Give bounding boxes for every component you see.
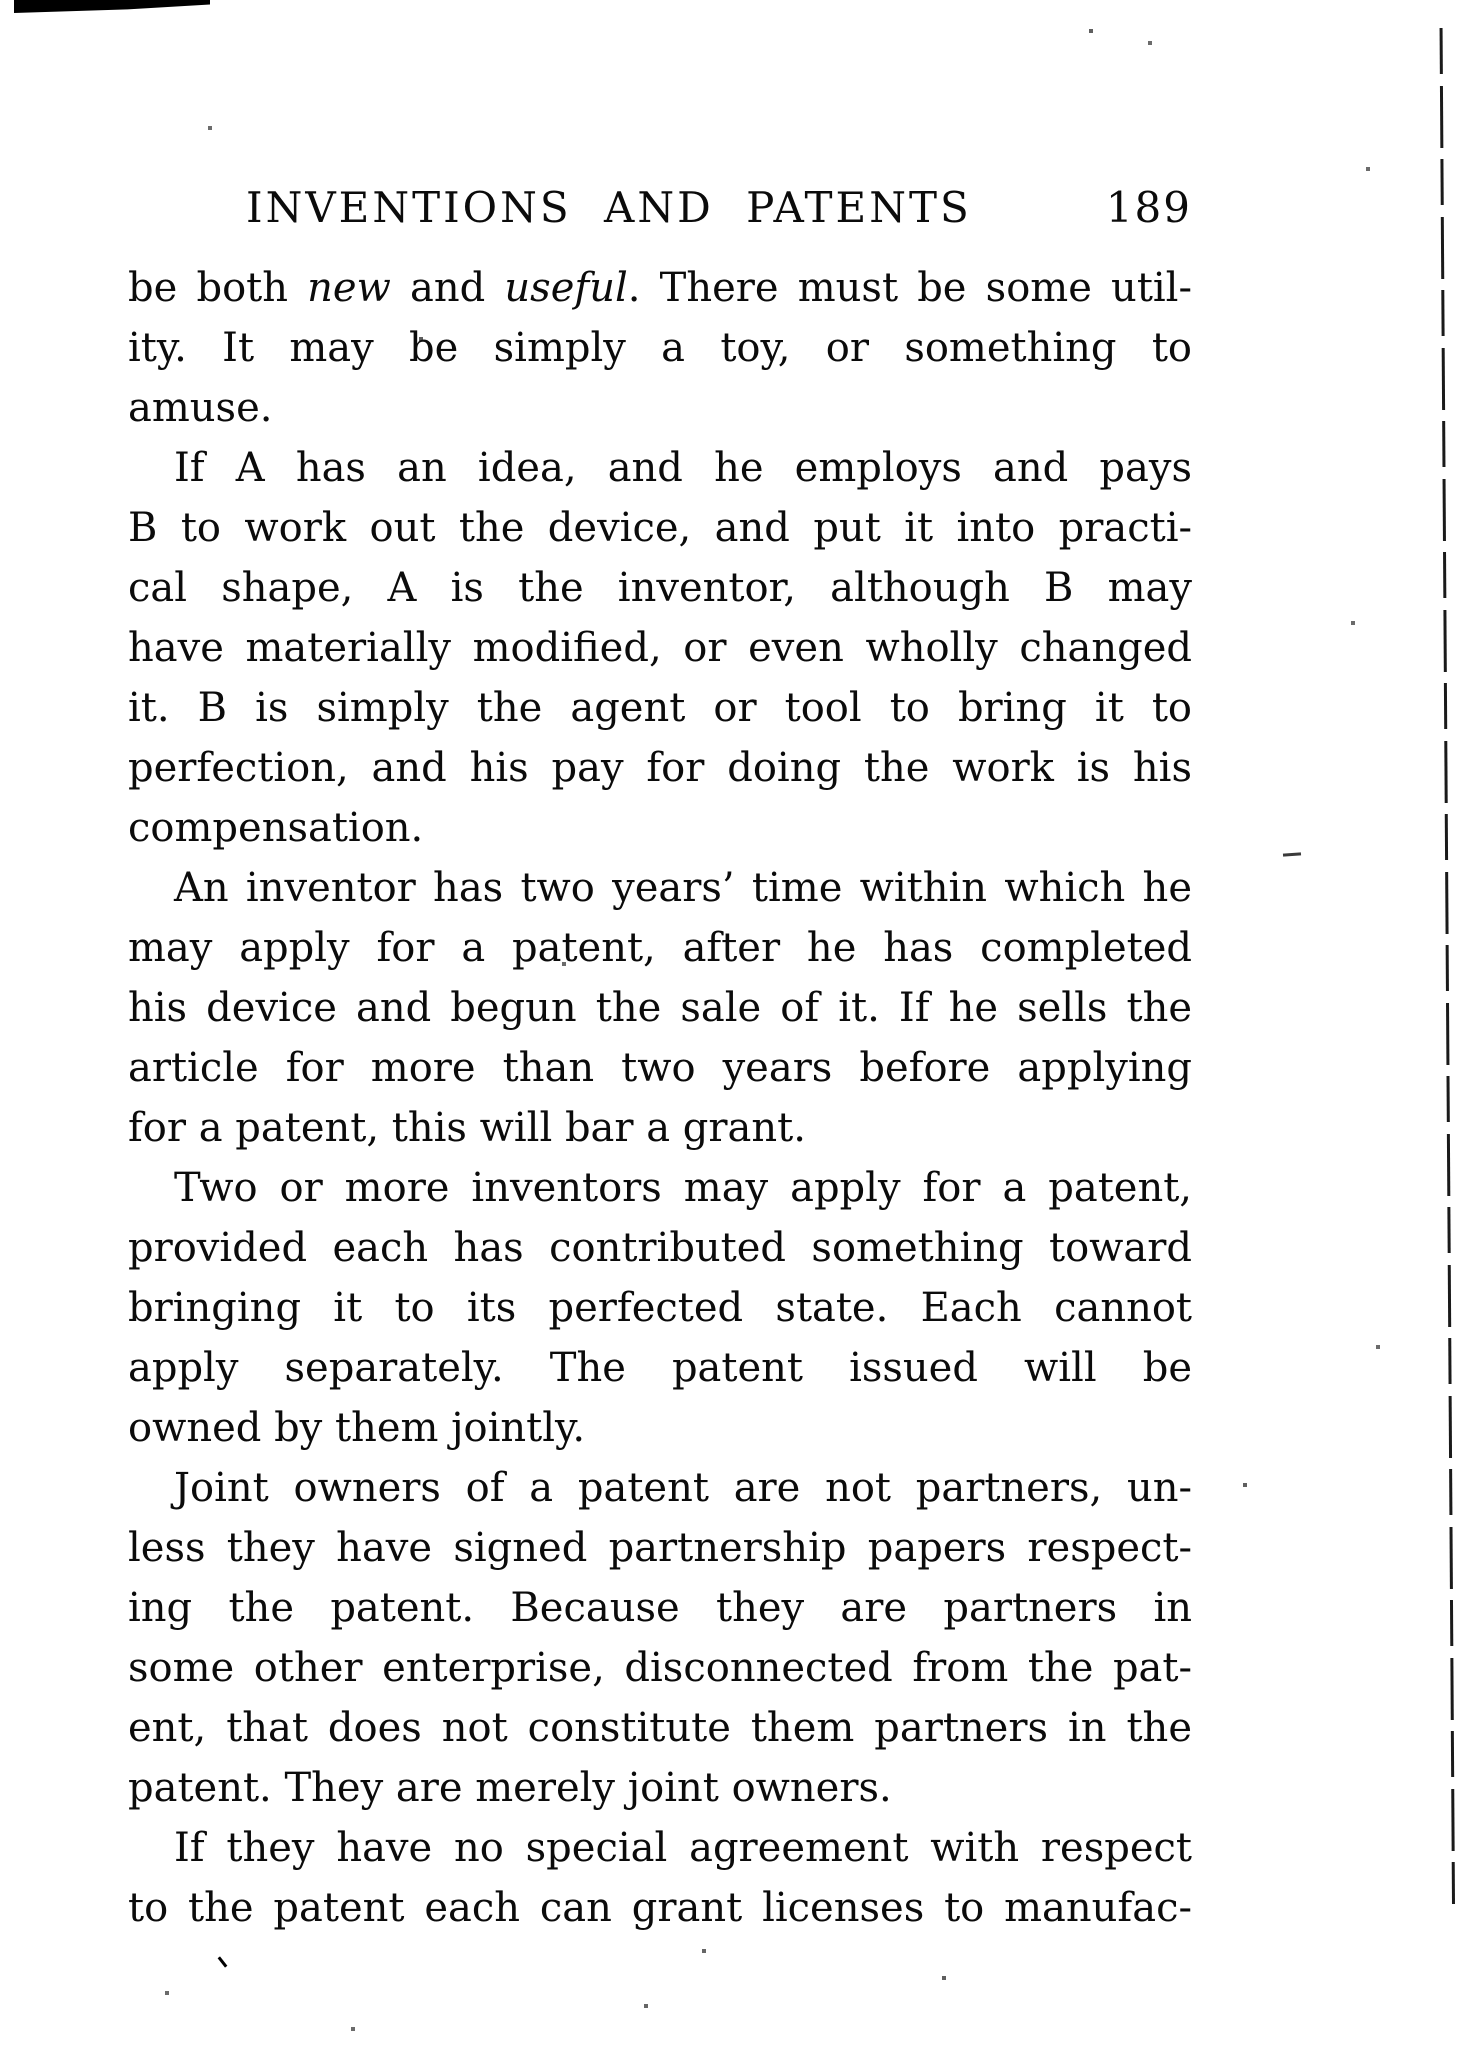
text-segment: If they have no special agreement with respect <box>174 1825 1192 1871</box>
corner-tick-artifact <box>218 1956 228 1967</box>
text-line <box>128 1398 1192 1458</box>
text-line <box>128 1158 1192 1218</box>
text-segment: ing the patent. Because they are partners in <box>128 1585 1192 1631</box>
text-segment: it. B is simply the agent or tool to bring it to <box>128 685 1192 731</box>
text-line <box>128 1458 1192 1518</box>
text-line <box>128 918 1192 978</box>
text-segment: bringing it to its perfected state. Each cannot <box>128 1285 1192 1331</box>
text-line <box>128 1098 1192 1158</box>
text-line <box>128 1878 1192 1938</box>
text-segment: ent, that does not constitute them partners in the <box>128 1705 1192 1751</box>
text-line <box>128 1638 1192 1698</box>
text-line <box>128 678 1192 738</box>
text-segment: cal shape, A is the inventor, although B may <box>128 565 1192 611</box>
text-line <box>128 1038 1192 1098</box>
text-segment: for a patent, this will bar a grant. <box>128 1105 806 1151</box>
text-line <box>128 438 1192 498</box>
scan-ink-wedge-artifact <box>14 0 210 13</box>
italic-text: useful <box>504 265 628 311</box>
text-line <box>128 1338 1192 1398</box>
text-segment: owned by them jointly. <box>128 1405 586 1451</box>
text-line <box>128 1578 1192 1638</box>
text-body <box>128 258 1192 1938</box>
text-segment: provided each has contributed something toward <box>128 1225 1192 1271</box>
text-line <box>128 1818 1192 1878</box>
text-segment: An inventor has two years’ time within which he <box>174 865 1192 911</box>
text-line <box>128 1698 1192 1758</box>
text-segment: perfection, and his pay for doing the work is his <box>128 745 1192 791</box>
text-segment: to the patent each can grant licenses to manufac- <box>128 1885 1192 1931</box>
text-line <box>128 258 1192 318</box>
text-segment: . There must be some util- <box>627 265 1192 311</box>
text-line <box>128 858 1192 918</box>
text-segment: Joint owners of a patent are not partners, un- <box>174 1465 1192 1511</box>
text-segment: be both <box>128 265 308 311</box>
text-segment: have materially modified, or even wholly changed <box>128 625 1192 671</box>
text-line <box>128 1218 1192 1278</box>
text-segment: patent. They are merely joint owners. <box>128 1765 892 1811</box>
text-segment: If A has an idea, and he employs and pays <box>174 445 1192 491</box>
page-edge-line-artifact <box>1440 28 1455 1904</box>
text-line <box>128 1758 1192 1818</box>
text-line <box>128 738 1192 798</box>
running-header <box>128 184 1192 232</box>
text-line <box>128 318 1192 378</box>
text-segment: amuse. <box>128 385 273 431</box>
text-line <box>128 1278 1192 1338</box>
text-segment: Two or more inventors may apply for a patent, <box>174 1165 1192 1211</box>
text-line <box>128 798 1192 858</box>
text-segment: B to work out the device, and put it into practi- <box>128 505 1192 551</box>
text-segment: and <box>390 265 505 311</box>
scan-speckle <box>0 0 2 2</box>
text-line <box>128 978 1192 1038</box>
text-segment: ity. It may be simply a toy, or something to <box>128 325 1192 371</box>
text-segment: article for more than two years before applying <box>128 1045 1192 1091</box>
text-line <box>128 618 1192 678</box>
margin-dash-artifact <box>1283 852 1301 856</box>
text-segment: apply separately. The patent issued will be <box>128 1345 1192 1391</box>
text-line <box>128 1518 1192 1578</box>
text-segment: compensation. <box>128 805 424 851</box>
chapter-title: INVENTIONS AND PATENTS <box>246 183 972 232</box>
text-segment: his device and begun the sale of it. If he sells the <box>128 985 1192 1031</box>
text-segment: some other enterprise, disconnected from the pat- <box>128 1645 1192 1691</box>
text-line <box>128 558 1192 618</box>
italic-text: new <box>307 265 391 311</box>
text-line <box>128 498 1192 558</box>
page-number: 189 <box>1105 183 1192 232</box>
text-line <box>128 378 1192 438</box>
text-segment: less they have signed partnership papers respect- <box>128 1525 1192 1571</box>
text-segment: may apply for a patent, after he has completed <box>128 925 1192 971</box>
